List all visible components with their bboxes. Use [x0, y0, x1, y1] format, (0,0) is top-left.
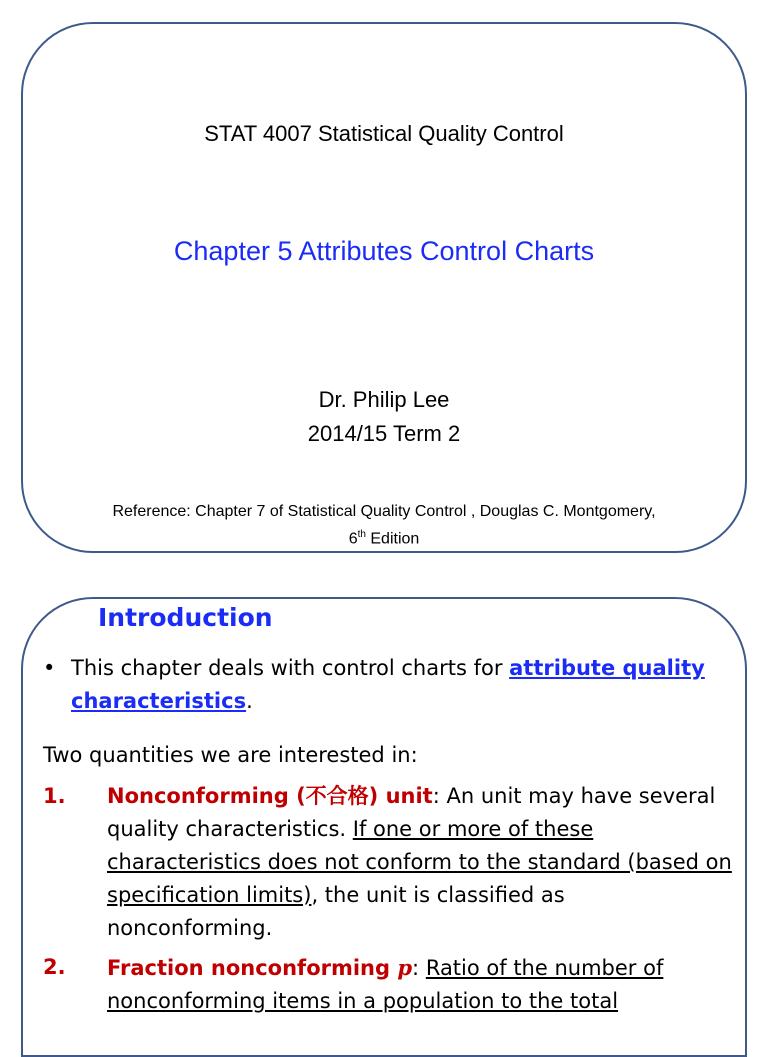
item-number: 2.: [43, 955, 66, 979]
item-underlined-text: If one or more of these characteristics does not conform to the standard (based on specification limits): [107, 817, 732, 907]
bullet-icon: •: [43, 656, 56, 680]
edition-suffix: th: [357, 529, 366, 540]
reference-text: [23, 500, 745, 550]
item-text-end: , the unit is classified as nonconforming.: [107, 883, 565, 940]
item-text: : An unit may have several quality characteristics.: [107, 784, 716, 841]
item-number: 1.: [43, 784, 66, 808]
bullet-text: This chapter deals with control charts for: [71, 656, 510, 680]
item-term: Fraction nonconforming: [107, 956, 398, 980]
title-slide: [21, 22, 747, 553]
edition-number: 6: [348, 530, 358, 548]
reference-edition: [23, 523, 745, 550]
bullet-end: .: [246, 689, 253, 713]
item-colon: :: [412, 956, 426, 980]
list-item: [43, 780, 733, 945]
item-underlined-text: Ratio of the number of nonconforming items in a population to the total: [107, 956, 664, 1013]
introduction-slide: [21, 597, 747, 1057]
list-item: [43, 951, 733, 1018]
slide-title: Introduction: [98, 603, 273, 632]
author-name: Dr. Philip Lee: [318, 387, 450, 412]
edition-text: Edition: [365, 530, 420, 548]
chapter-title: Chapter 5 Attributes Control Charts: [173, 236, 595, 266]
item-term: Nonconforming (不合格) unit: [107, 784, 433, 808]
attribute-quality-link[interactable]: attribute quality characteristics: [71, 656, 705, 713]
reference-line: Reference: Chapter 7 of Statistical Quality Control , Douglas C. Montgomery,: [112, 503, 656, 520]
bullet-paragraph: [43, 652, 731, 718]
term-label: 2014/15 Term 2: [307, 421, 461, 446]
intro-line: Two quantities we are interested in:: [43, 743, 418, 767]
variable-p: p: [397, 955, 413, 980]
course-title: STAT 4007 Statistical Quality Control: [204, 121, 564, 146]
